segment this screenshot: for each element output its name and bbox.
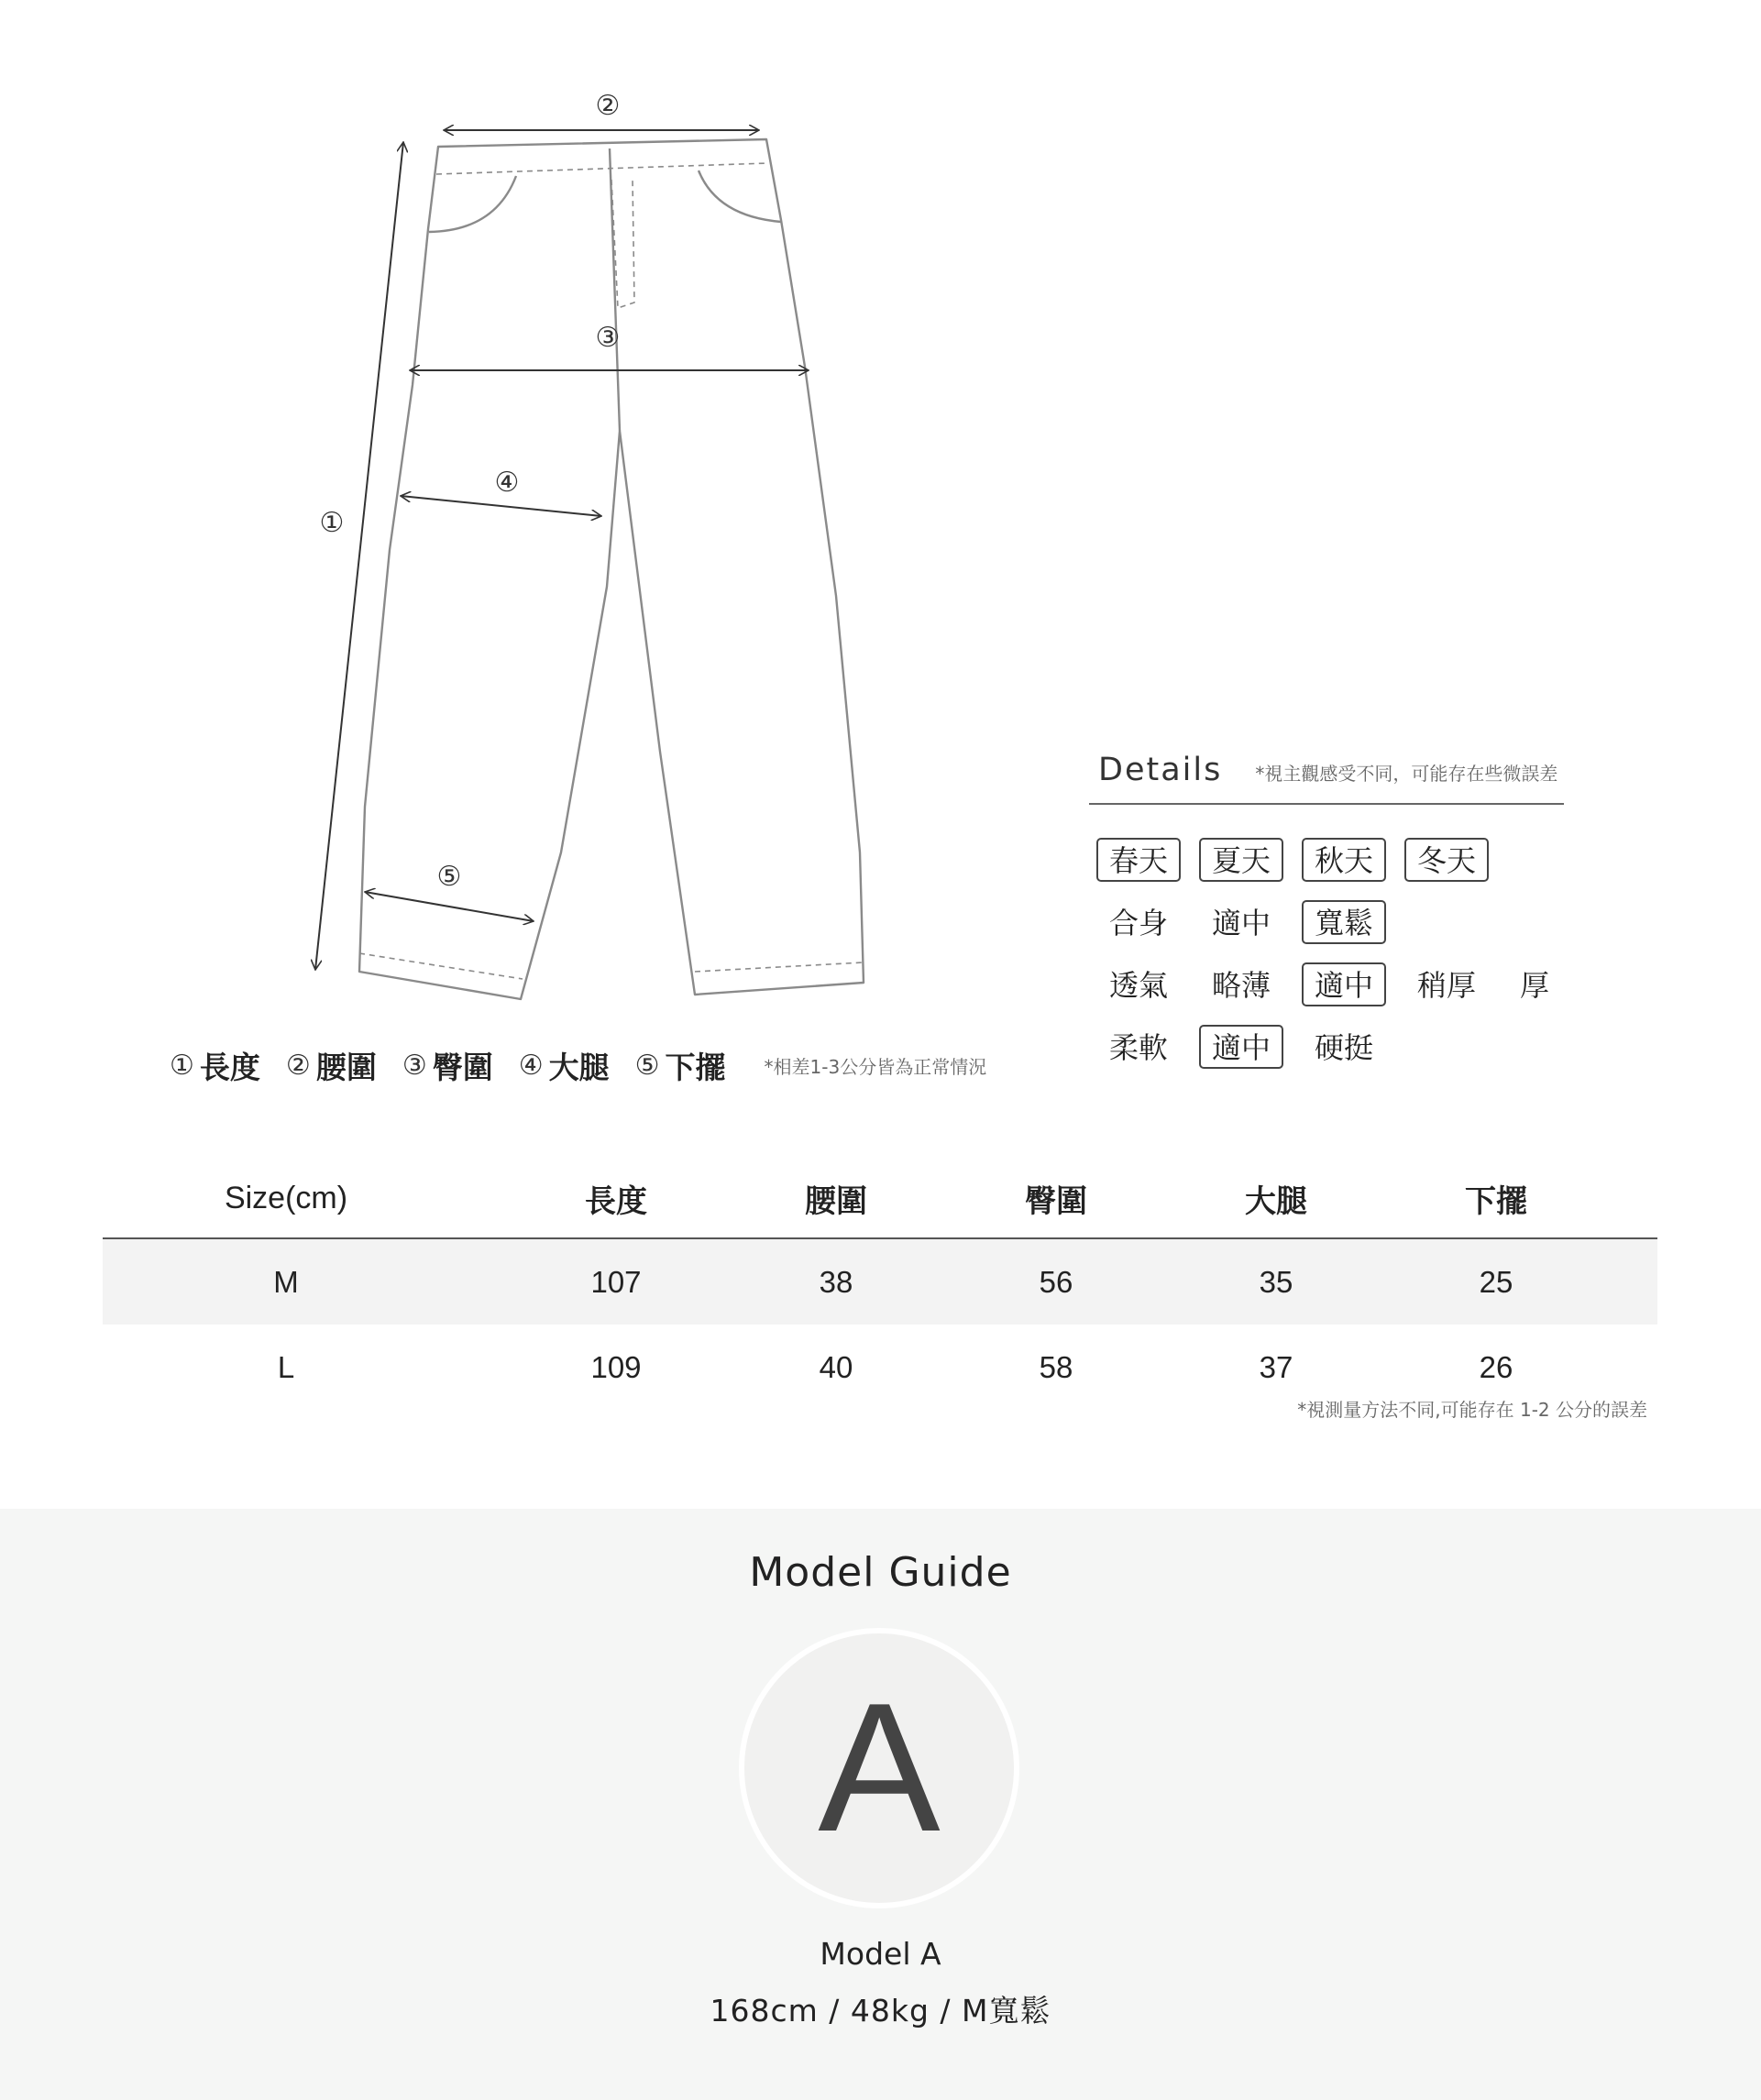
- length-line: [315, 142, 403, 970]
- legend-number: ①: [170, 1049, 194, 1082]
- legend-item-hem: [635, 1044, 726, 1087]
- header-length: 長度: [585, 1182, 647, 1220]
- legend-label: 臀圍: [432, 1049, 493, 1085]
- hem-line: [365, 892, 534, 921]
- cell-length: 107: [590, 1264, 642, 1299]
- legend-number: ②: [285, 1049, 311, 1082]
- avatar-letter: A: [818, 1666, 941, 1870]
- cell-waist: 38: [819, 1264, 853, 1299]
- marker-thigh: ④: [494, 467, 520, 499]
- cell-hem: 25: [1479, 1264, 1513, 1299]
- tag-fit-regular: 適中: [1212, 906, 1271, 940]
- pants-outline: [359, 139, 864, 999]
- model-name: Model A: [820, 1936, 941, 1972]
- measurement-legend: [170, 1043, 986, 1087]
- legend-label: 長度: [199, 1049, 260, 1085]
- tag-spring: 春天: [1096, 838, 1181, 882]
- tag-thick: 厚: [1520, 968, 1550, 1003]
- tag-thickness-regular: 適中: [1302, 962, 1386, 1006]
- marker-waist: ②: [595, 90, 621, 122]
- legend-item-thigh: [519, 1044, 610, 1087]
- marker-length: ①: [319, 507, 345, 539]
- legend-label: 大腿: [548, 1049, 610, 1085]
- size-table: [103, 1159, 1657, 1410]
- model-guide-section: [0, 1509, 1761, 2100]
- tag-soft: 柔軟: [1109, 1030, 1169, 1065]
- header-hip: 臀圍: [1025, 1182, 1087, 1220]
- legend-item-hip: [402, 1044, 493, 1087]
- details-header: [1089, 752, 1564, 805]
- model-spec: 168cm / 48kg / M寬鬆: [710, 1993, 1051, 2029]
- table-row: [103, 1239, 1657, 1325]
- legend-label: 腰圍: [315, 1049, 377, 1085]
- avatar: [739, 1628, 1019, 1908]
- cell-thigh: 37: [1259, 1349, 1293, 1384]
- thigh-line: [401, 496, 601, 516]
- table-header: [103, 1159, 1657, 1239]
- tag-thin: 略薄: [1212, 968, 1271, 1003]
- details-note: *視主觀感受不同，可能存在些微誤差: [1255, 763, 1558, 785]
- pants-measurement-diagram: [0, 0, 1761, 1036]
- legend-number: ③: [402, 1049, 427, 1082]
- tag-loose: 寬鬆: [1302, 900, 1386, 944]
- details-title: Details: [1098, 752, 1223, 788]
- tag-breathable: 透氣: [1109, 968, 1169, 1003]
- marker-hem: ⑤: [436, 861, 462, 893]
- header-hem: 下擺: [1465, 1182, 1527, 1220]
- cell-waist: 40: [819, 1349, 853, 1384]
- cell-hip: 56: [1039, 1264, 1073, 1299]
- legend-number: ⑤: [634, 1049, 660, 1082]
- header-thigh: 大腿: [1245, 1182, 1307, 1220]
- details-panel: [1089, 752, 1564, 1065]
- table-note: *視測量方法不同,可能存在 1-2 公分的誤差: [1297, 1399, 1647, 1421]
- model-guide-title: Model Guide: [749, 1549, 1012, 1596]
- legend-item-length: [170, 1044, 260, 1087]
- tag-fitted: 合身: [1109, 906, 1169, 940]
- cell-hem: 26: [1479, 1349, 1513, 1384]
- legend-item-waist: [286, 1044, 377, 1087]
- tag-autumn: 秋天: [1302, 838, 1386, 882]
- cell-size: L: [277, 1349, 295, 1384]
- header-waist: 腰圍: [805, 1182, 867, 1220]
- tag-slightly-thick: 稍厚: [1417, 968, 1477, 1003]
- legend-number: ④: [518, 1049, 544, 1082]
- tag-texture-regular: 適中: [1199, 1025, 1283, 1069]
- legend-label: 下擺: [665, 1049, 726, 1085]
- cell-size: M: [273, 1264, 299, 1299]
- header-size: Size(cm): [224, 1180, 348, 1215]
- marker-hip: ③: [595, 322, 621, 354]
- cell-hip: 58: [1039, 1349, 1073, 1384]
- cell-length: 109: [590, 1349, 642, 1384]
- legend-note: *相差1-3公分皆為正常情況: [764, 1055, 987, 1078]
- tag-winter: 冬天: [1404, 838, 1489, 882]
- tag-stiff: 硬挺: [1315, 1030, 1374, 1065]
- tag-summer: 夏天: [1199, 838, 1283, 882]
- cell-thigh: 35: [1259, 1264, 1293, 1299]
